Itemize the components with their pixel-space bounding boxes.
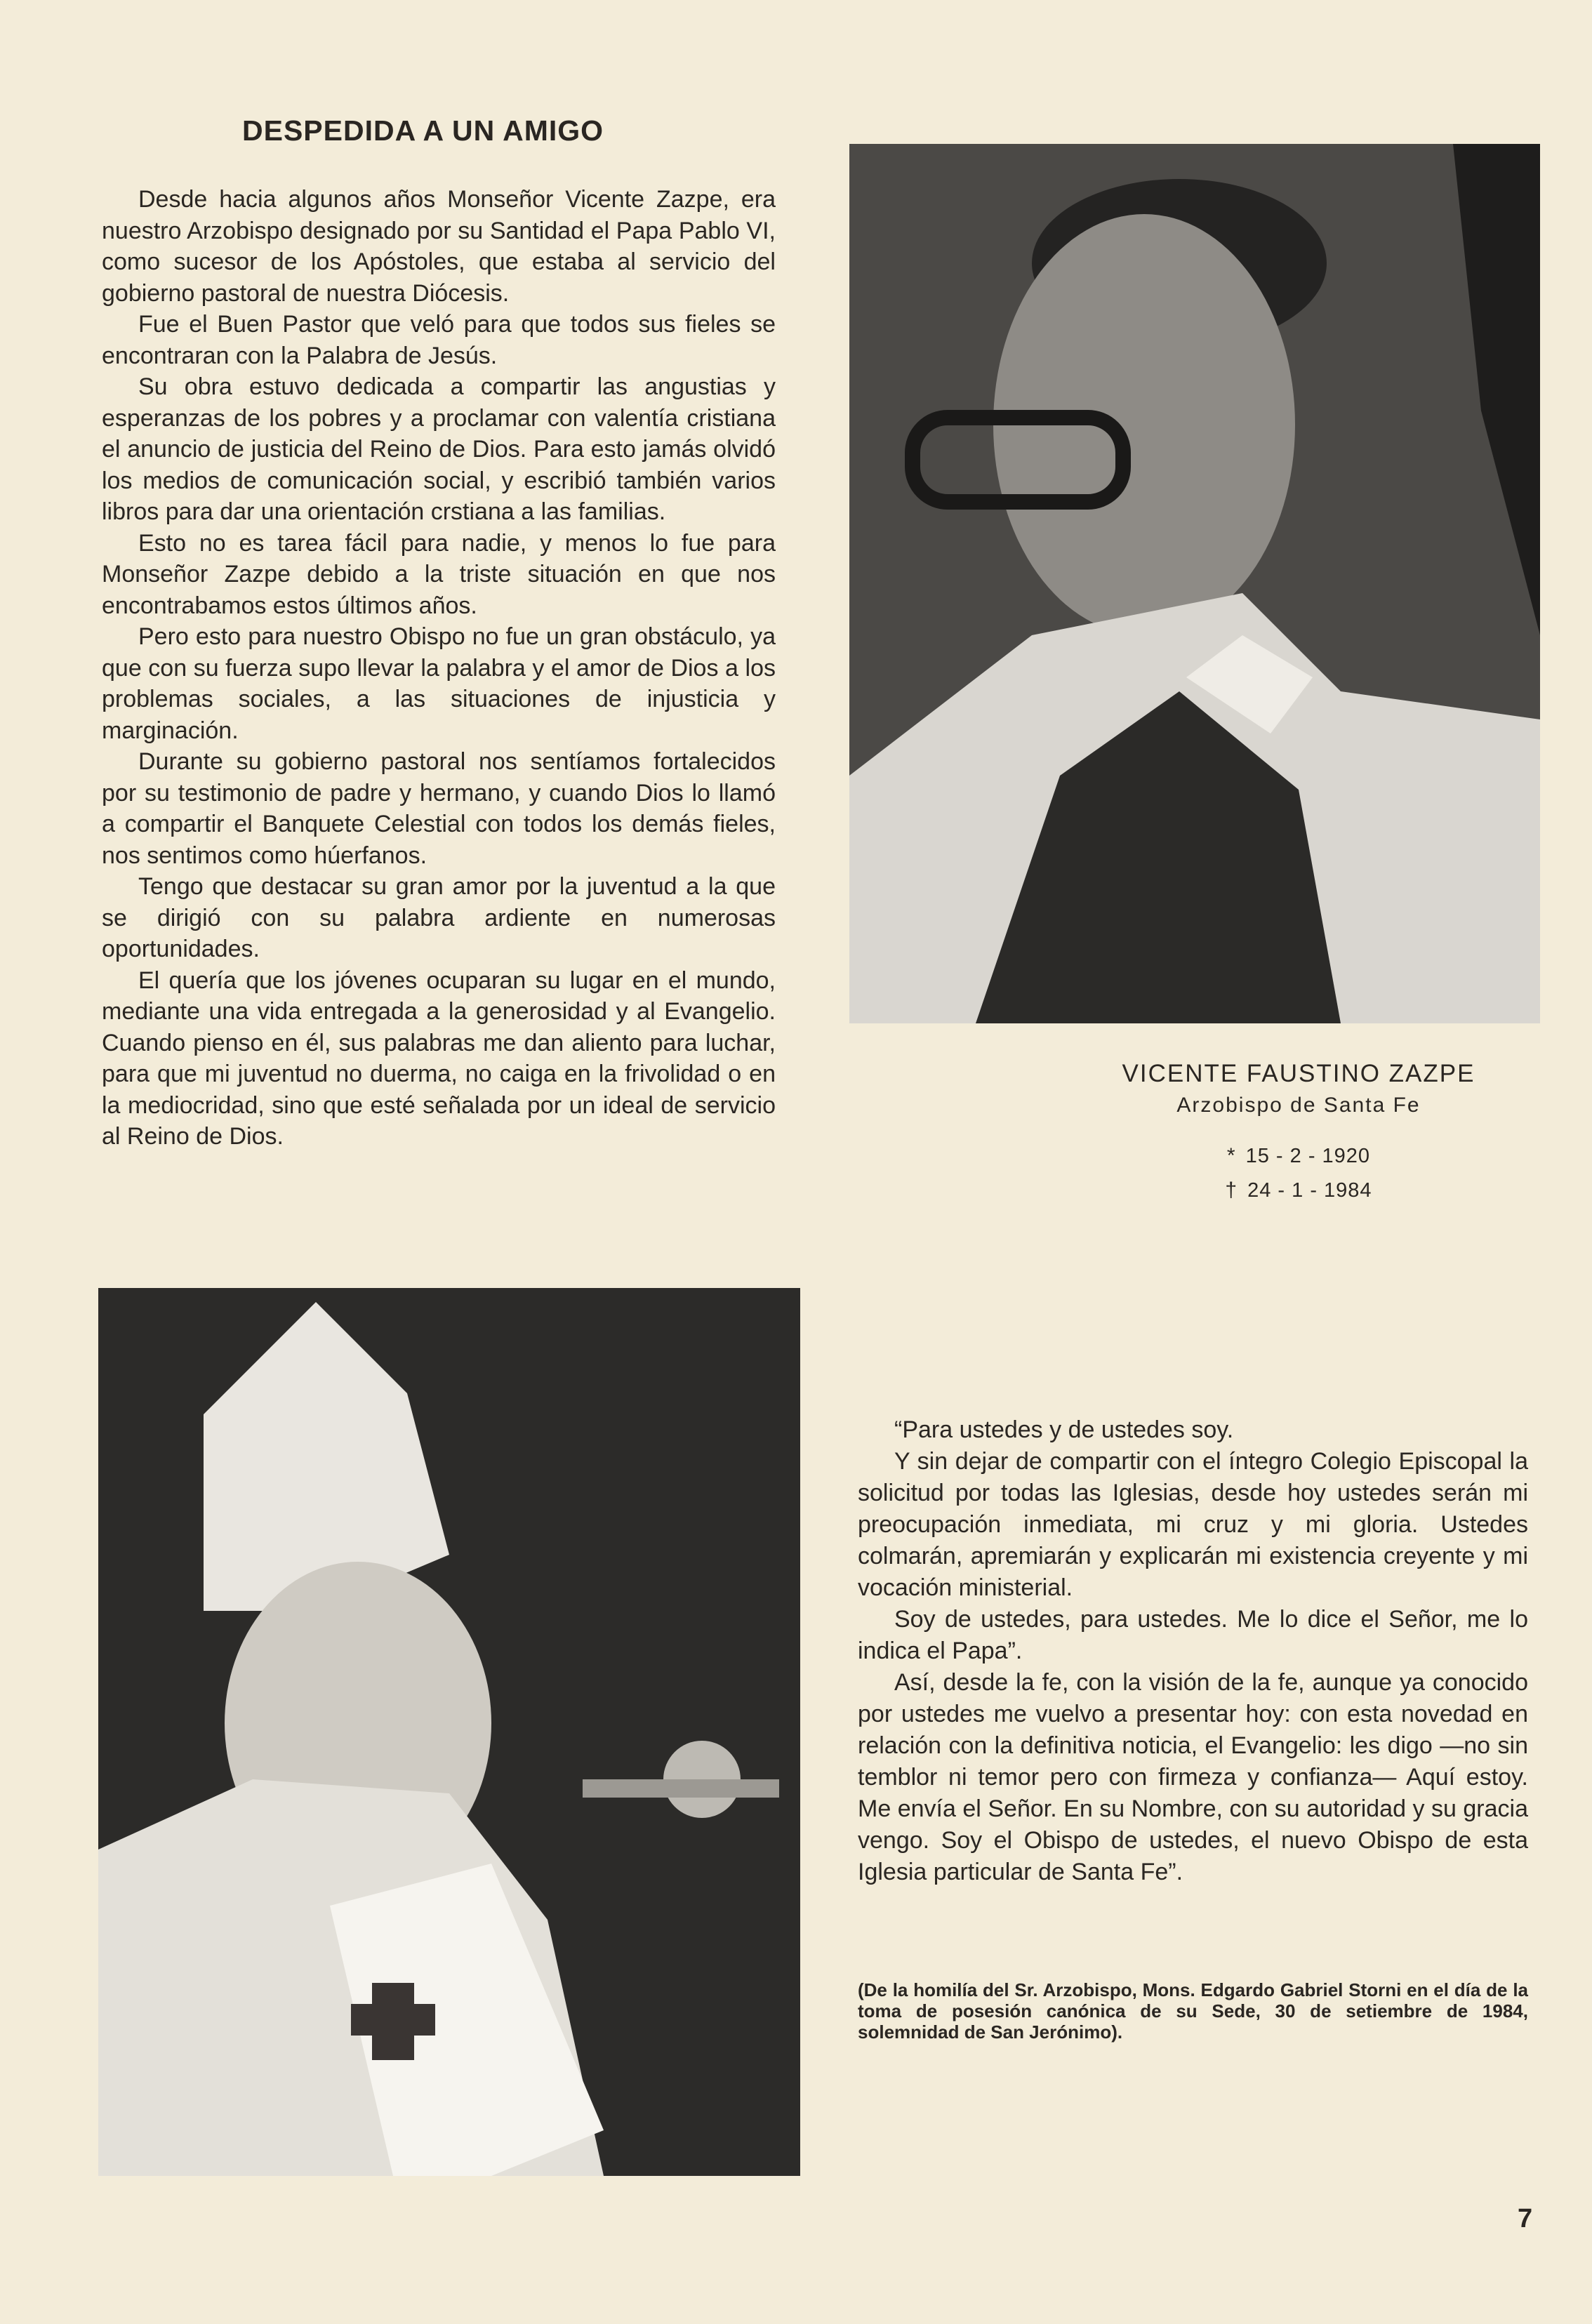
death-date: 24 - 1 - 1984 — [1247, 1179, 1372, 1202]
birth-symbol: * — [1226, 1144, 1236, 1167]
bishop-homily-photo — [98, 1288, 800, 2176]
page-number: 7 — [1518, 2204, 1533, 2233]
quote-paragraph: Y sin dejar de compartir con el íntegro Colegio Episcopal la solicitud por todas las Iglesias, desde hoy ustedes serán mi preocupación inmediata, mi cruz y mi gloria. Ustedes colmarán, apremiarán y explicarán mi existencia creyente y mi vocación ministerial. — [858, 1448, 1528, 1601]
death-cross-icon: † — [1225, 1178, 1238, 1202]
portrait-role: Arzobispo de Santa Fe — [1176, 1094, 1421, 1117]
article-paragraph: Pero esto para nuestro Obispo no fue un gran obstáculo, ya que con su fuerza supo llevar la palabra y el amor de Dios a los problemas sociales, a las situaciones de injusticia y marginación. — [102, 623, 776, 744]
quote-paragraph: Soy de ustedes, para ustedes. Me lo dice el Señor, me lo indica el Papa”. — [858, 1606, 1528, 1664]
portrait-name: VICENTE FAUSTINO ZAZPE — [1122, 1060, 1475, 1087]
article-paragraph: Esto no es tarea fácil para nadie, y menos lo fue para Monseñor Zazpe debido a la triste situación en que nos encontrabamos estos últimos años. — [102, 529, 776, 619]
article-paragraph: Durante su gobierno pastoral nos sentíamos fortalecidos por su testimonio de padre y hermano, y cuando Dios lo llamó a compartir el Banquete Celestial con todos los demás fieles, nos sentimos como húerfanos. — [102, 748, 776, 869]
birth-date-line — [913, 1144, 1592, 1168]
portrait-caption — [913, 1060, 1592, 1213]
death-date-line — [913, 1178, 1592, 1202]
article-paragraph: El quería que los jóvenes ocuparan su lugar en el mundo, mediante una vida entregada a la generosidad y al Evangelio. Cuando pienso en él, sus palabras me dan aliento para luchar, para que mi juventud no duerma, no caiga en la frivolidad o en la mediocridad, sino que esté señalada por un ideal de servicio al Reino de Dios. — [102, 967, 776, 1150]
quote-paragraph: “Para ustedes y de ustedes soy. — [894, 1416, 1234, 1443]
homily-quote — [858, 1414, 1528, 1888]
birth-date: 15 - 2 - 1920 — [1245, 1145, 1371, 1167]
article-paragraph: Fue el Buen Pastor que veló para que todos sus fieles se encontraran con la Palabra de Jesús. — [102, 311, 776, 369]
archbishop-portrait-photo — [849, 144, 1540, 1023]
article-title: DESPEDIDA A UN AMIGO — [242, 114, 604, 147]
article-paragraph: Desde hacia algunos años Monseñor Vicente Zazpe, era nuestro Arzobispo designado por su Santidad el Papa Pablo VI, como sucesor de los Apóstoles, que estaba al servicio del gobierno pastoral de nuestra Diócesis. — [102, 186, 776, 307]
quote-source: (De la homilía del Sr. Arzobispo, Mons. Edgardo Gabriel Storni en el día de la toma de posesión canónica de su Sede, 30 de setiembre de 1984, solemnidad de San Jerónimo). — [858, 1979, 1528, 2043]
quote-paragraph: Así, desde la fe, con la visión de la fe, aunque ya conocido por ustedes me vuelvo a presentar hoy: con esta novedad en relación con la definitiva noticia, el Evangelio: les digo —no sin temblor ni temor pero con firmeza y confianza— Aquí estoy. Me envía el Señor. En su Nombre, con su autoridad y su gracia vengo. Soy el Obispo de ustedes, el nuevo Obispo de esta Iglesia particular de Santa Fe”. — [858, 1669, 1528, 1885]
article-paragraph: Tengo que destacar su gran amor por la juventud a la que se dirigió con su palabra ardiente en numerosas oportunidades. — [102, 873, 776, 962]
article-paragraph: Su obra estuvo dedicada a compartir las angustias y esperanzas de los pobres y a proclamar con valentía cristiana el anuncio de justicia del Reino de Dios. Para esto jamás olvidó los medios de comunicación social, y escribió también varios libros para dar una orientación crstiana a las familias. — [102, 373, 776, 525]
article-body — [102, 184, 776, 1153]
